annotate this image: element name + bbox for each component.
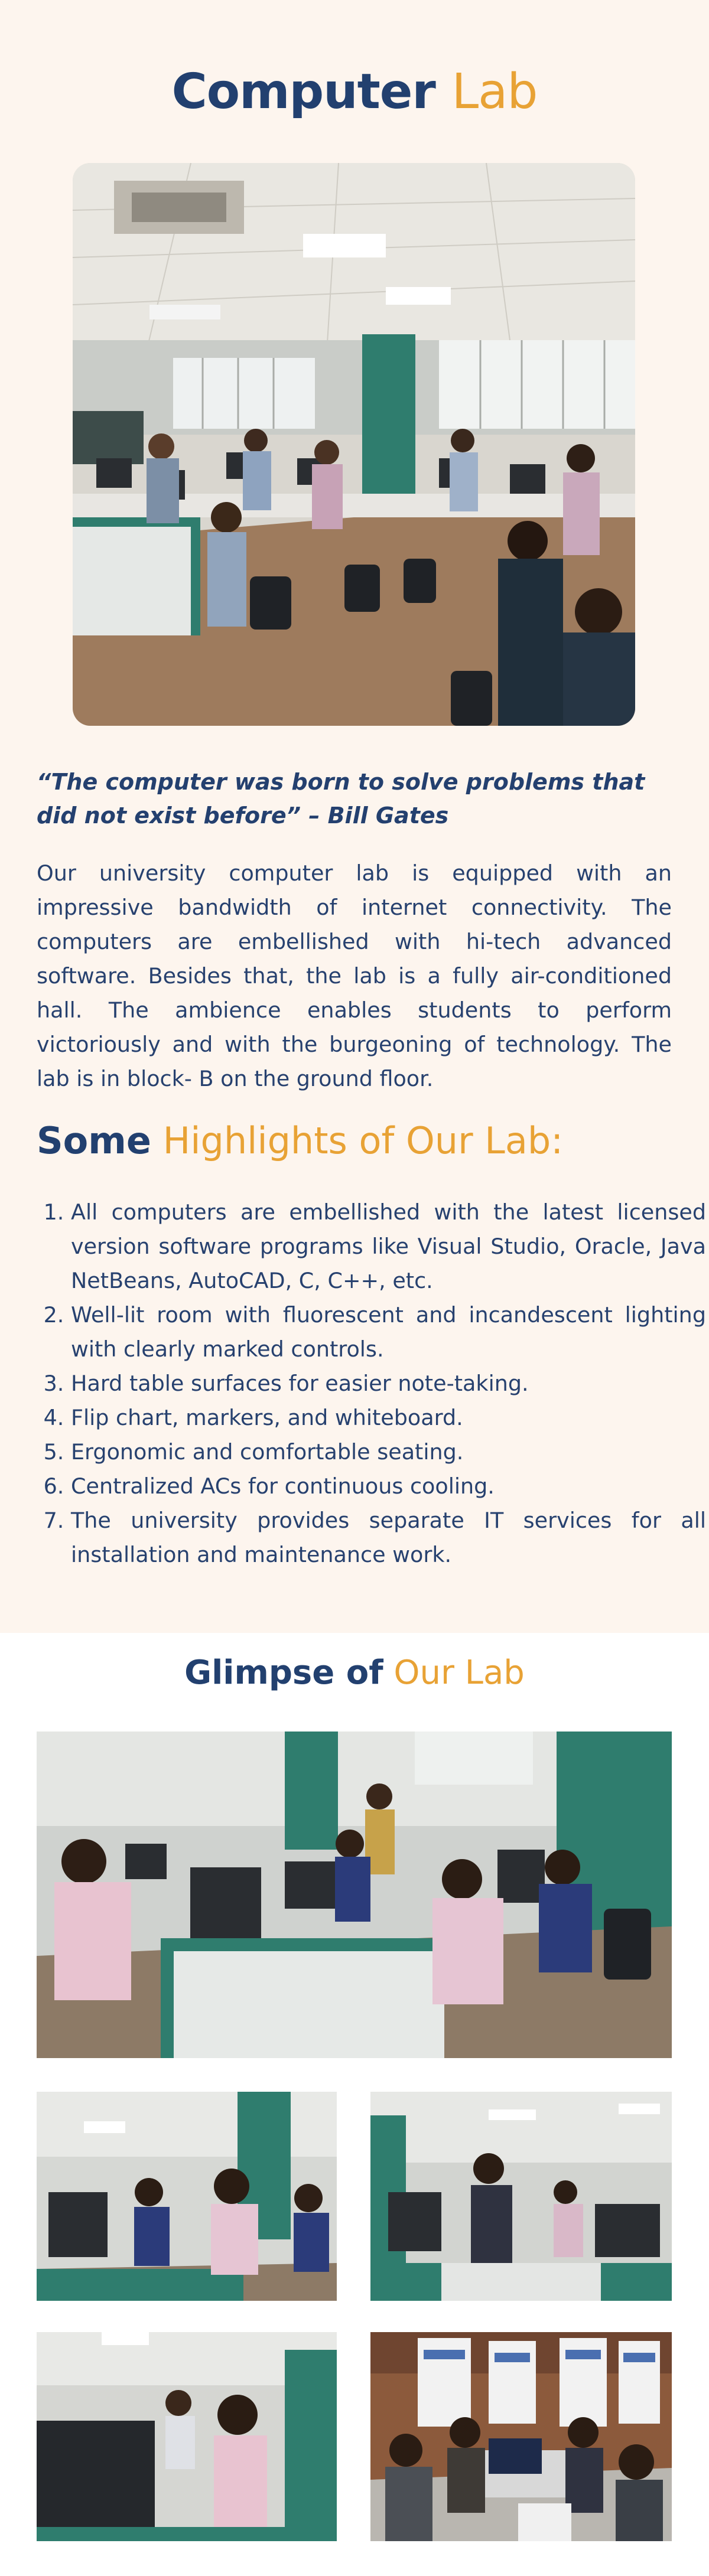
page-title-part1: Computer (171, 64, 435, 120)
list-item: 2. Well-lit room with fluorescent and incandescent lighting with clearly marked controls. (71, 1298, 706, 1367)
highlights-heading (37, 1119, 563, 1162)
highlights-list (37, 1195, 706, 1572)
list-item: 4. Flip chart, markers, and whiteboard. (71, 1401, 706, 1435)
gallery-photo-1[interactable] (37, 1732, 672, 2058)
page-title-part2: Lab (451, 64, 538, 120)
glimpse-heading-part1: Glimpse of (184, 1654, 383, 1692)
list-item: 6. Centralized ACs for continuous cooling. (71, 1469, 706, 1504)
gallery-photo-3[interactable] (370, 2092, 672, 2301)
gallery-photo-4[interactable] (37, 2332, 337, 2541)
glimpse-heading (0, 1654, 709, 1692)
list-item: 5. Ergonomic and comfortable seating. (71, 1435, 706, 1469)
highlights-heading-part1: Some (37, 1119, 151, 1162)
glimpse-heading-part2: Our Lab (393, 1654, 525, 1692)
lab-description: Our university computer lab is equipped with an impressive bandwidth of internet connectivity. The computers are embellished with hi-tech advanced software. Besides that, the lab is a fully air-conditioned hall. The ambience enables students to perform victoriously and with the burgeoning of technology. The lab is in block- B on the ground floor. (37, 860, 672, 1091)
gallery-photo-2[interactable] (37, 2092, 337, 2301)
list-item: 7. The university provides separate IT services for all installation and maintenance work. (71, 1504, 706, 1572)
hero-lab-photo (73, 163, 635, 726)
list-item: 3. Hard table surfaces for easier note-taking. (71, 1367, 706, 1401)
gallery-photo-5[interactable] (370, 2332, 672, 2541)
highlights-heading-part2: Highlights of Our Lab: (162, 1119, 564, 1162)
quote-text: “The computer was born to solve problems that did not exist before” – Bill Gates (37, 769, 645, 829)
page-title (0, 64, 709, 120)
list-item: 1. All computers are embellished with the latest licensed version software programs like Visual Studio, Oracle, Java NetBeans, AutoCAD, C, C++, etc. (71, 1195, 706, 1298)
